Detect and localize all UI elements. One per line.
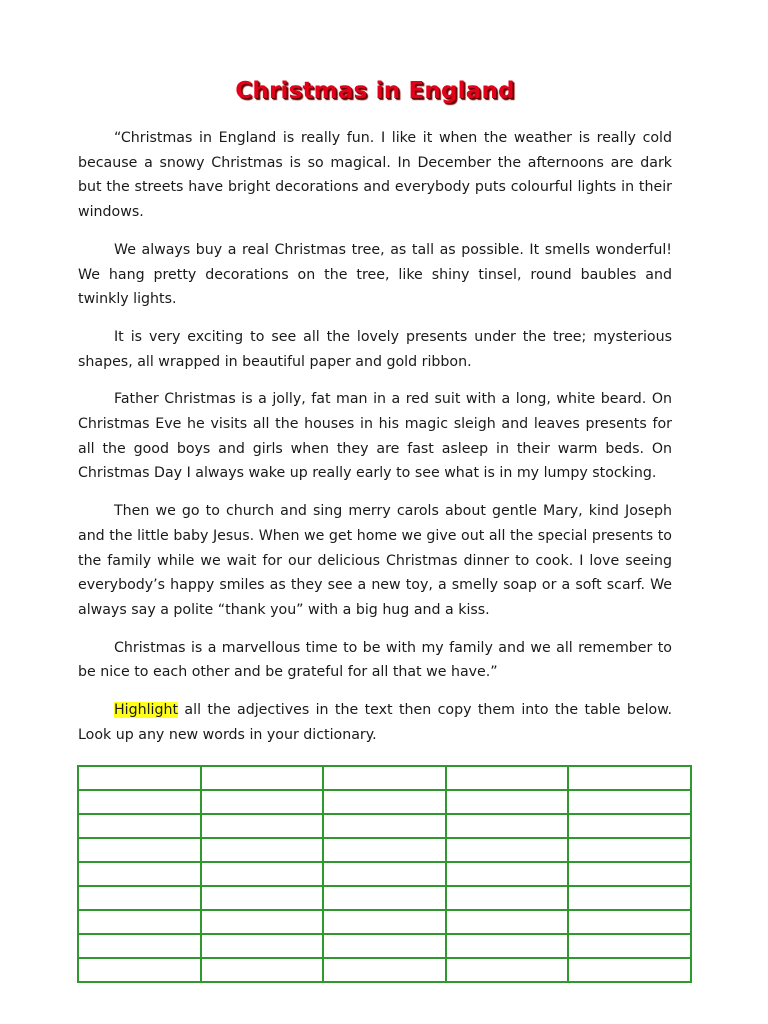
table-cell[interactable]: [78, 790, 201, 814]
table-cell[interactable]: [78, 862, 201, 886]
table-cell[interactable]: [323, 910, 446, 934]
paragraph-6: Christmas is a marvellous time to be with my family and we all remember to be nice to each other and be grateful for all that we have.”: [78, 639, 672, 681]
highlight-word: Highlight: [114, 702, 179, 719]
table-cell[interactable]: [201, 790, 324, 814]
table-cell[interactable]: [323, 766, 446, 790]
table-cell[interactable]: [446, 838, 569, 862]
table-cell[interactable]: [446, 814, 569, 838]
table-cell[interactable]: [568, 910, 691, 934]
table-cell[interactable]: [78, 814, 201, 838]
table-row: [78, 910, 691, 934]
table-cell[interactable]: [78, 910, 201, 934]
table-row: [78, 790, 691, 814]
table-row: [78, 862, 691, 886]
document-page: [78, 78, 672, 760]
table-cell[interactable]: [568, 862, 691, 886]
paragraph-4: Father Christmas is a jolly, fat man in a red suit with a long, white beard. On Christmas Eve he visits all the houses in his magic sleigh and leaves presents for all the good boys and girls when they are fast asleep in their warm beds. On Christmas Day I always wake up really early to see what is in my lumpy stocking.: [78, 391, 672, 482]
table-row: [78, 886, 691, 910]
table-row: [78, 838, 691, 862]
table-cell[interactable]: [568, 814, 691, 838]
table-cell[interactable]: [568, 886, 691, 910]
table-cell[interactable]: [568, 934, 691, 958]
page-title: Christmas in England: [235, 78, 515, 104]
table-cell[interactable]: [78, 838, 201, 862]
table-cell[interactable]: [201, 958, 324, 982]
table-cell[interactable]: [446, 862, 569, 886]
instruction-text: all the adjectives in the text then copy them into the table below. Look up any new words in your dictionary.: [78, 702, 672, 743]
table-cell[interactable]: [323, 886, 446, 910]
table-row: [78, 766, 691, 790]
paragraph-5: Then we go to church and sing merry carols about gentle Mary, kind Joseph and the little baby Jesus. When we get home we give out all the special presents to the family while we wait for our delicious Christmas dinner to cook. I love seeing everybody’s happy smiles as they see a new toy, a smelly soap or a soft scarf. We always say a polite “thank you” with a big hug and a kiss.: [78, 503, 672, 618]
table-cell[interactable]: [323, 958, 446, 982]
table-cell[interactable]: [201, 814, 324, 838]
paragraph-2: We always buy a real Christmas tree, as tall as possible. It smells wonderful! We hang pretty decorations on the tree, like shiny tinsel, round baubles and twinkly lights.: [78, 241, 672, 308]
table-cell[interactable]: [446, 934, 569, 958]
table-cell[interactable]: [201, 934, 324, 958]
table-row: [78, 934, 691, 958]
table-cell[interactable]: [446, 790, 569, 814]
table-row: [78, 814, 691, 838]
table-cell[interactable]: [568, 766, 691, 790]
table-cell[interactable]: [201, 886, 324, 910]
table-cell[interactable]: [323, 814, 446, 838]
table-cell[interactable]: [323, 934, 446, 958]
table-cell[interactable]: [446, 910, 569, 934]
table-cell[interactable]: [446, 958, 569, 982]
paragraph-3: It is very exciting to see all the lovely presents under the tree; mysterious shapes, all wrapped in beautiful paper and gold ribbon.: [78, 328, 672, 370]
table-cell[interactable]: [78, 934, 201, 958]
table-cell[interactable]: [568, 958, 691, 982]
instruction-paragraph: [78, 698, 672, 747]
table-cell[interactable]: [201, 838, 324, 862]
table-cell[interactable]: [323, 790, 446, 814]
table-cell[interactable]: [323, 862, 446, 886]
table-cell[interactable]: [201, 910, 324, 934]
table-cell[interactable]: [78, 958, 201, 982]
table-cell[interactable]: [568, 838, 691, 862]
paragraph-1: “Christmas in England is really fun. I like it when the weather is really cold because a snowy Christmas is so magical. In December the afternoons are dark but the streets have bright decorations and everybody puts colourful lights in their windows.: [78, 130, 672, 221]
table-cell[interactable]: [78, 886, 201, 910]
table-cell[interactable]: [446, 886, 569, 910]
table-cell[interactable]: [323, 838, 446, 862]
table-row: [78, 958, 691, 982]
table-cell[interactable]: [78, 766, 201, 790]
table-cell[interactable]: [201, 766, 324, 790]
table-cell[interactable]: [568, 790, 691, 814]
adjectives-table: [77, 765, 692, 983]
table-cell[interactable]: [446, 766, 569, 790]
table-cell[interactable]: [201, 862, 324, 886]
